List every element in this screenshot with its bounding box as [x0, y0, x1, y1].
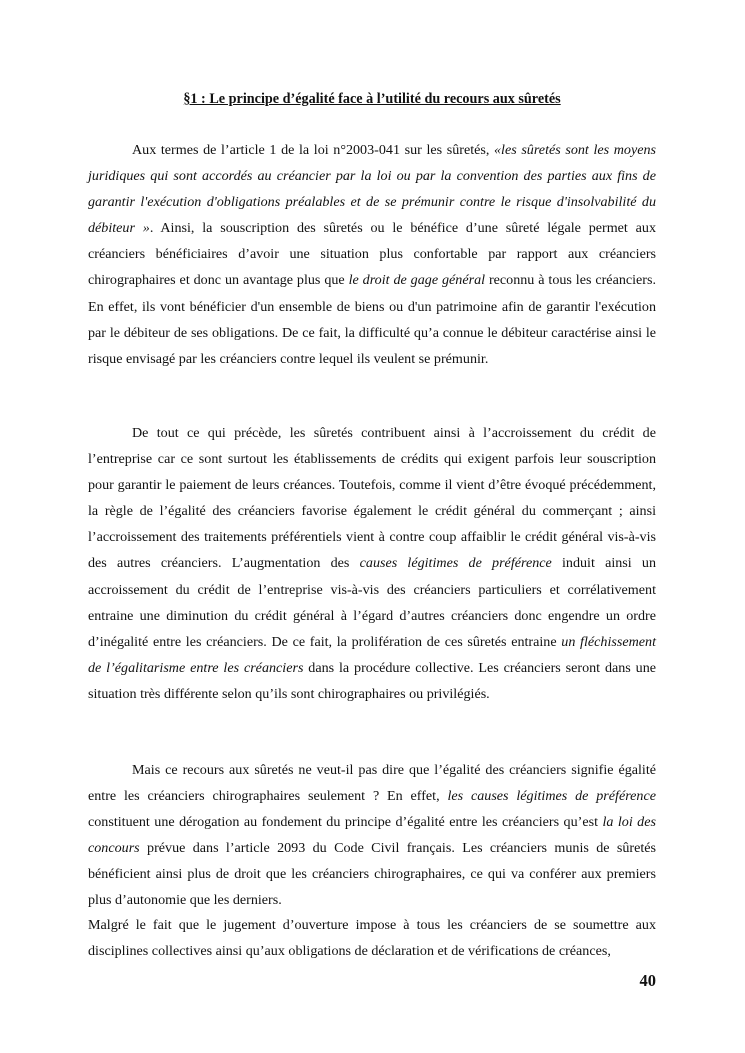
paragraph-1-text-3: reconnu à tous les créanciers. En effet, ils vont bénéficier d'un ensemble de biens ou d'un patrimoine afin de garantir l'exécution par le débiteur de ses obligations. De ce fait, la difficulté qu’a connue le débiteur caractérise ainsi le risque envisagé par les créanciers contre lequel ils veulent se prémunir.	[88, 272, 656, 367]
paragraph-4	[88, 912, 656, 964]
paragraph-4-text-1: Malgré le fait que le jugement d’ouverture impose à tous les créanciers de se soumettre aux disciplines collectives ainsi qu’aux obligations de déclaration et de vérifications de créances,	[88, 917, 656, 960]
page-number: 40	[639, 971, 656, 990]
paragraph-1-emphasis: le droit de gage général	[348, 272, 486, 289]
paragraph-3-text-1: Mais ce recours aux sûretés ne veut-il pas dire que l’égalité des créanciers signifie égalité entre les créanciers chirographaires seulement ? En effet,	[88, 762, 656, 805]
paragraph-3	[88, 757, 656, 914]
paragraph-1-text-2: . Ainsi, la souscription des sûretés ou le bénéfice d’une sûreté légale permet aux créanciers bénéficiaires d’avoir une situation plus confortable par rapport aux créanciers chirographaires et donc un avantage plus que	[88, 220, 656, 289]
paragraph-3-emphasis-1: les causes légitimes de préférence	[447, 788, 656, 805]
paragraph-2	[88, 420, 656, 707]
paragraph-2-text-2: induit ainsi un accroissement du crédit de l’entreprise vis-à-vis des créanciers particuliers et corrélativement entraine une diminution du crédit général à l’égard d’autres créanciers donc engendre un ordre d’inégalité entre les créanciers. De ce fait, la prolifération de ces sûretés entraine	[88, 555, 656, 650]
paragraph-3-text-3: prévue dans l’article 2093 du Code Civil français. Les créanciers munis de sûretés bénéficient ainsi plus de droit que les créanciers chirographaires, ce qui va conférer aux premiers plus d’autonomie que les derniers.	[88, 840, 656, 909]
paragraph-3-text-2: constituent une dérogation au fondement du principe d’égalité entre les créanciers qu’est	[88, 814, 603, 831]
paragraph-2-text-3: dans la procédure collective. Les créanciers seront dans une situation très différente selon qu’ils sont chirographaires ou privilégiés.	[88, 659, 656, 702]
paragraph-2-emphasis-1: causes légitimes de préférence	[359, 555, 552, 572]
paragraph-1	[88, 137, 656, 372]
paragraph-3-emphasis-2: la loi des concours	[88, 814, 656, 857]
section-heading: §1 : Le principe d’égalité face à l’utilité du recours aux sûretés	[183, 91, 561, 107]
paragraph-2-text-1: De tout ce qui précède, les sûretés contribuent ainsi à l’accroissement du crédit de l’entreprise car ce sont surtout les établissements de crédits qui exigent parfois leur souscription pour garantir le paiement de leurs créances. Toutefois, comme il vient d’être évoqué précédemment, la règle de l’égalité des créanciers favorise également le crédit général du commerçant ; ainsi l’accroissement des traitements préférentiels vient à contre coup affaiblir le crédit général vis-à-vis des autres créanciers. L’augmentation des	[88, 425, 656, 572]
paragraph-2-emphasis-2: un fléchissement de l’égalitarisme entre les créanciers	[88, 633, 656, 676]
paragraph-1-text-1: Aux termes de l’article 1 de la loi n°2003-041 sur les sûretés,	[132, 142, 494, 158]
paragraph-1-quote: «les sûretés sont les moyens juridiques qui sont accordés au créancier par la loi ou par la convention des parties aux fins de garantir l'exécution d'obligations préalables et de se prémunir contre le risque d'insolvabilité du débiteur »	[88, 142, 656, 237]
